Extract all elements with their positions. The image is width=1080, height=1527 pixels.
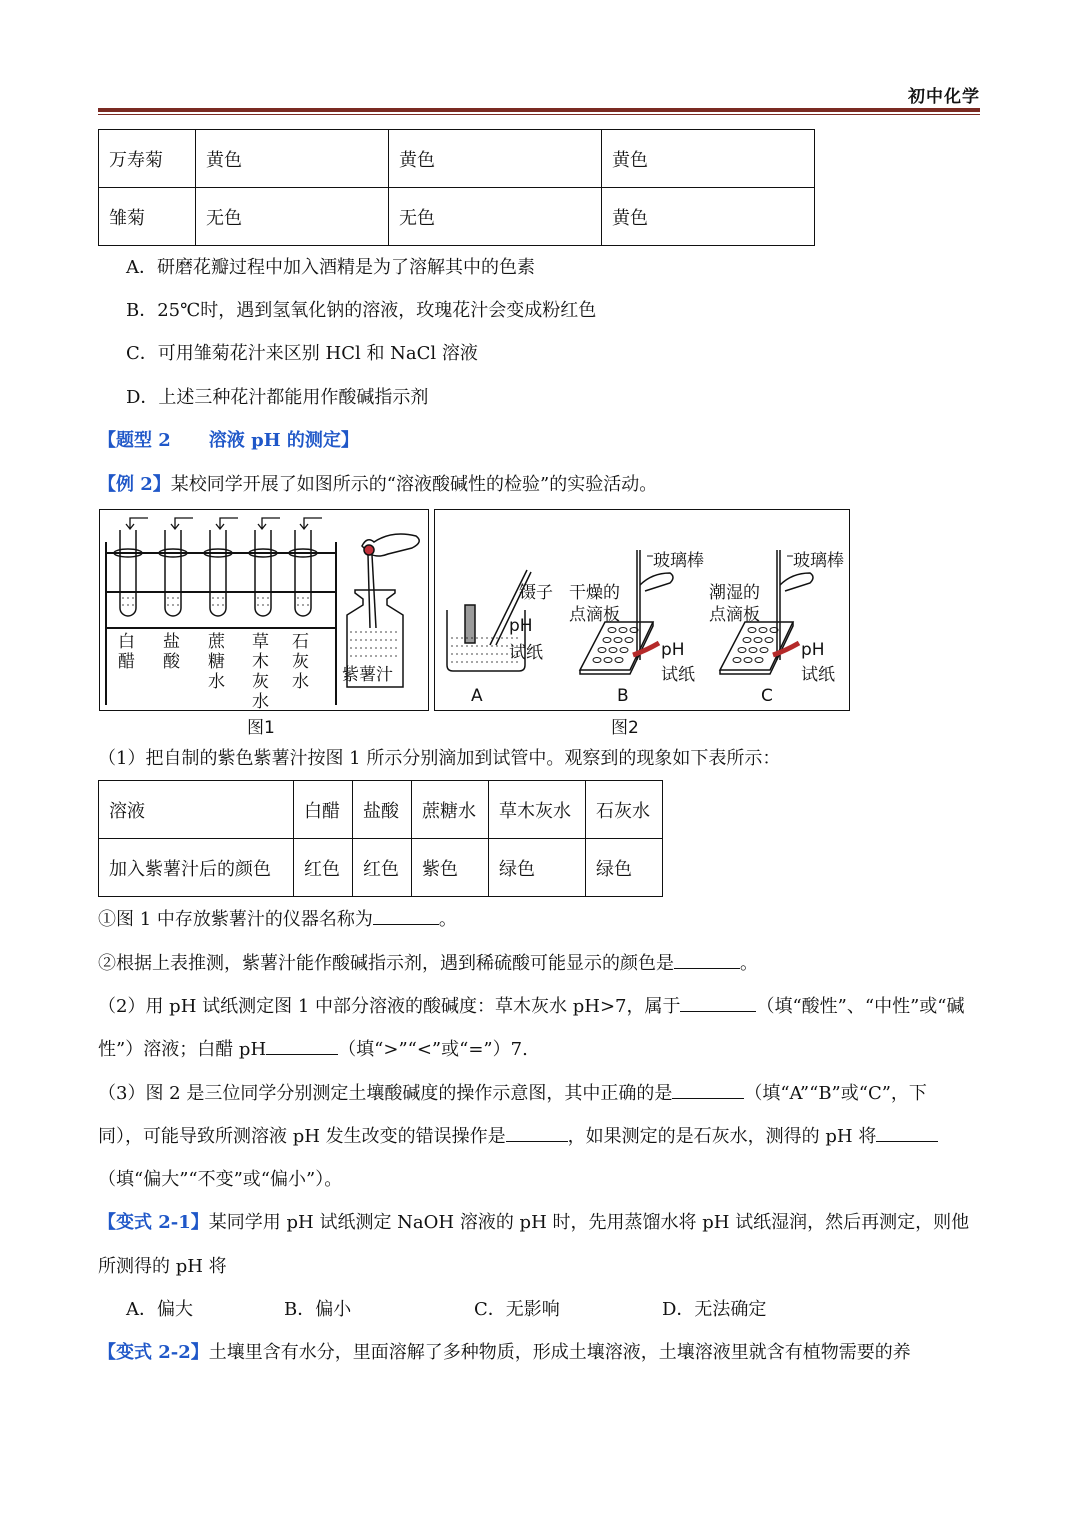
table-cell: 溶液 [99, 781, 294, 839]
figure-1-caption: 图1 [247, 718, 275, 738]
label-rod-c: 玻璃棒 [793, 551, 844, 571]
table-cell: 无色 [196, 188, 389, 246]
answer-blank [373, 924, 439, 925]
variant-2-2 [98, 1341, 911, 1365]
question-text: （2）用 pH 试纸测定图 1 中部分溶液的酸碱度：草木灰水 pH>7，属于 [98, 996, 681, 1017]
table-cell: 盐酸 [353, 781, 412, 839]
tube-label-ash-water: 草木灰水 [252, 632, 269, 712]
variant-tag: 【变式 2-1】 [98, 1212, 209, 1233]
question-1-text: （1）把自制的紫色紫薯汁按图 1 所示分别滴加到试管中。观察到的现象如下表所示： [98, 748, 781, 769]
figure-1 [99, 509, 429, 711]
label-paper-c: 试纸 [801, 665, 835, 685]
table-cell: 红色 [294, 839, 353, 897]
figure-2 [434, 509, 850, 711]
header-rule-thin [98, 114, 980, 115]
answer-blank [506, 1141, 568, 1142]
question-text: （填“>”“<”或“=”）7. [338, 1039, 528, 1060]
table-cell: 加入紫薯汁后的颜色 [99, 839, 294, 897]
answer-blank [672, 1098, 744, 1099]
question-text: 同），可能导致所测溶液 pH 发生改变的错误操作是 [98, 1126, 506, 1147]
question-3-line-3: （填“偏大”“不变”或“偏小”）。 [98, 1169, 343, 1190]
answer-blank [674, 968, 740, 969]
label-rod-b: 玻璃棒 [653, 551, 704, 571]
question-1b [98, 952, 758, 976]
label-plate-b: 点滴板 [569, 605, 620, 625]
figure-2-caption: 图2 [611, 718, 639, 738]
variant-text: 土壤里含有水分，里面溶解了多种物质，形成土壤溶液，土壤溶液里就含有植物需要的养 [208, 1342, 911, 1363]
bottle-label: 紫薯汁 [342, 665, 393, 685]
table-cell: 草木灰水 [489, 781, 586, 839]
option-a: A．研磨花瓣过程中加入酒精是为了溶解其中的色素 [126, 257, 535, 278]
variant-2-1-line-2: 所测得的 pH 将 [98, 1256, 227, 1277]
table-cell: 绿色 [489, 839, 586, 897]
tube-label-vinegar: 白醋 [118, 632, 135, 672]
option-b: B．25℃时，遇到氢氧化钠的溶液，玫瑰花汁会变成粉红色 [126, 300, 597, 321]
question-text: 。 [740, 953, 758, 974]
question-text: ②根据上表推测，紫薯汁能作酸碱指示剂，遇到稀硫酸可能显示的颜色是 [98, 953, 674, 974]
table-cell: 黄色 [602, 130, 815, 188]
variant-text: 某同学用 pH 试纸测定 NaOH 溶液的 pH 时，先用蒸馏水将 pH 试纸湿润，然后再测定，则他 [208, 1212, 970, 1233]
question-text: （3）图 2 是三位同学分别测定土壤酸碱度的操作示意图，其中正确的是 [98, 1083, 673, 1104]
section-title: 溶液 pH 的测定】 [208, 430, 359, 451]
table-cell: 绿色 [586, 839, 663, 897]
question-text: （填“酸性”、“中性”或“碱 [756, 996, 965, 1017]
table-row [99, 188, 815, 246]
example-2-intro [98, 473, 657, 497]
question-1a [98, 908, 457, 932]
table-row [99, 781, 663, 839]
table-row [99, 130, 815, 188]
answer-blank [266, 1054, 338, 1055]
tube-label-hcl: 盐酸 [163, 632, 180, 672]
question-3-line-2 [98, 1125, 938, 1149]
table-cell: 万寿菊 [99, 130, 196, 188]
option-d: D．上述三种花汁都能用作酸碱指示剂 [126, 387, 429, 408]
table-cell: 无色 [389, 188, 602, 246]
table-cell: 白醋 [294, 781, 353, 839]
label-paper-b: 试纸 [661, 665, 695, 685]
question-3-line-1 [98, 1082, 927, 1106]
question-text: （填“A”“B”或“C”，下 [744, 1083, 927, 1104]
color-result-table [98, 780, 663, 897]
variant-2-1 [98, 1211, 969, 1235]
question-2-line-2 [98, 1038, 528, 1062]
ph-test-diagram [435, 510, 849, 710]
label-paper-a: 试纸 [509, 643, 543, 663]
tube-label-sugar-water: 蔗糖水 [208, 632, 225, 692]
section-heading [98, 429, 359, 453]
section-label: 【题型 2 [98, 430, 171, 451]
label-ph-a: pH [509, 616, 533, 636]
table-row [99, 839, 663, 897]
label-a: A [471, 686, 483, 706]
label-tweezers: 镊子 [519, 583, 553, 603]
question-text: 。 [438, 909, 457, 930]
variant-tag: 【变式 2-2】 [98, 1342, 209, 1363]
table-cell: 红色 [353, 839, 412, 897]
label-dry: 干燥的 [569, 583, 620, 603]
table-cell: 蔗糖水 [412, 781, 489, 839]
table-cell: 黄色 [196, 130, 389, 188]
header-rule [98, 108, 980, 112]
table-cell: 紫色 [412, 839, 489, 897]
answer-blank [876, 1141, 938, 1142]
tube-label-lime-water: 石灰水 [292, 632, 309, 692]
example-tag: 【例 2】 [98, 474, 171, 495]
variant-option-a: A．偏大 [126, 1299, 193, 1320]
label-ph-c: pH [801, 640, 825, 660]
label-c: C [761, 686, 773, 706]
option-c: C．可用雏菊花汁来区别 HCl 和 NaCl 溶液 [126, 343, 478, 364]
variant-option-c: C．无影响 [474, 1299, 560, 1320]
question-text: ①图 1 中存放紫薯汁的仪器名称为 [98, 909, 373, 930]
label-wet: 潮湿的 [709, 583, 760, 603]
variant-option-b: B．偏小 [284, 1299, 352, 1320]
label-plate-c: 点滴板 [709, 605, 760, 625]
question-text: 性”）溶液；白醋 pH [98, 1039, 267, 1060]
flower-color-table [98, 129, 815, 246]
label-ph-b: pH [661, 640, 685, 660]
question-2-line-1 [98, 995, 965, 1019]
table-cell: 黄色 [389, 130, 602, 188]
page-header-title: 初中化学 [908, 87, 980, 107]
question-text: ，如果测定的是石灰水，测得的 pH 将 [567, 1126, 877, 1147]
table-cell: 石灰水 [586, 781, 663, 839]
label-b: B [617, 686, 629, 706]
answer-blank [680, 1011, 756, 1012]
table-cell: 雏菊 [99, 188, 196, 246]
example-text: 某校同学开展了如图所示的“溶液酸碱性的检验”的实验活动。 [170, 474, 658, 495]
table-cell: 黄色 [602, 188, 815, 246]
variant-option-d: D．无法确定 [662, 1299, 767, 1320]
